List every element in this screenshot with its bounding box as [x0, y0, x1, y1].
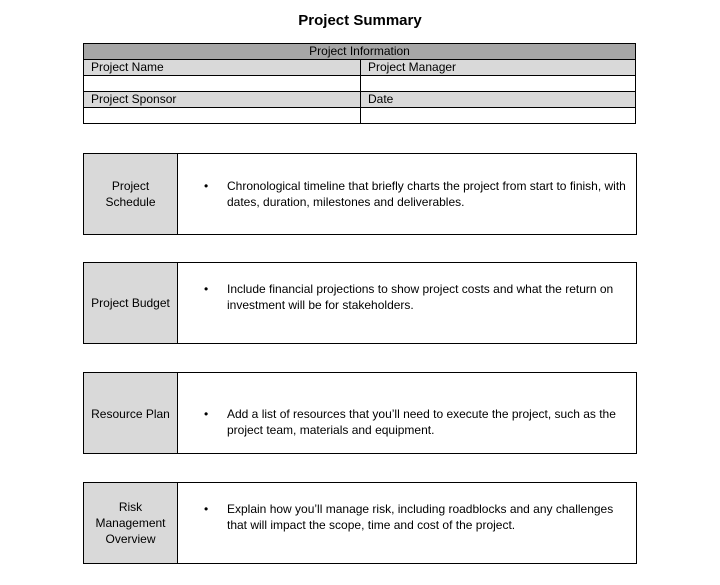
section-project-schedule [83, 153, 637, 235]
project-sponsor-label: Project Sponsor [84, 92, 361, 108]
project-manager-label: Project Manager [361, 60, 636, 76]
section-body[interactable] [178, 154, 636, 234]
section-label: Risk Management Overview [84, 483, 178, 563]
project-manager-field[interactable] [361, 76, 636, 92]
section-body[interactable] [178, 263, 636, 343]
section-project-budget [83, 262, 637, 344]
section-text: Add a list of resources that you’ll need to execute the project, such as the project team, materials and equipment. [227, 406, 616, 437]
date-field[interactable] [361, 108, 636, 124]
bullet-icon: • [204, 502, 209, 516]
bullet-icon: • [204, 282, 209, 296]
section-text: Explain how you’ll manage risk, including roadblocks and any challenges that will impact the scope, time and cost of the project. [227, 502, 614, 532]
project-sponsor-field[interactable] [84, 108, 361, 124]
section-body[interactable] [178, 373, 636, 453]
date-label: Date [361, 92, 636, 108]
section-label: Project Budget [84, 263, 178, 343]
project-name-label: Project Name [84, 60, 361, 76]
section-resource-plan [83, 372, 637, 454]
project-name-field[interactable] [84, 76, 361, 92]
bullet-icon: • [204, 406, 209, 421]
section-risk-management-overview [83, 482, 637, 564]
project-information-table [83, 43, 636, 124]
section-text: Chronological timeline that briefly charts the project from start to finish, with dates, duration, milestones and deliverables. [227, 179, 626, 209]
section-body[interactable] [178, 483, 636, 563]
section-label: Resource Plan [84, 373, 178, 453]
project-information-header: Project Information [84, 44, 636, 60]
page-title: Project Summary [298, 12, 422, 29]
bullet-icon: • [204, 179, 209, 193]
section-label: Project Schedule [84, 154, 178, 234]
section-text: Include financial projections to show project costs and what the return on investment will be for stakeholders. [227, 282, 614, 312]
